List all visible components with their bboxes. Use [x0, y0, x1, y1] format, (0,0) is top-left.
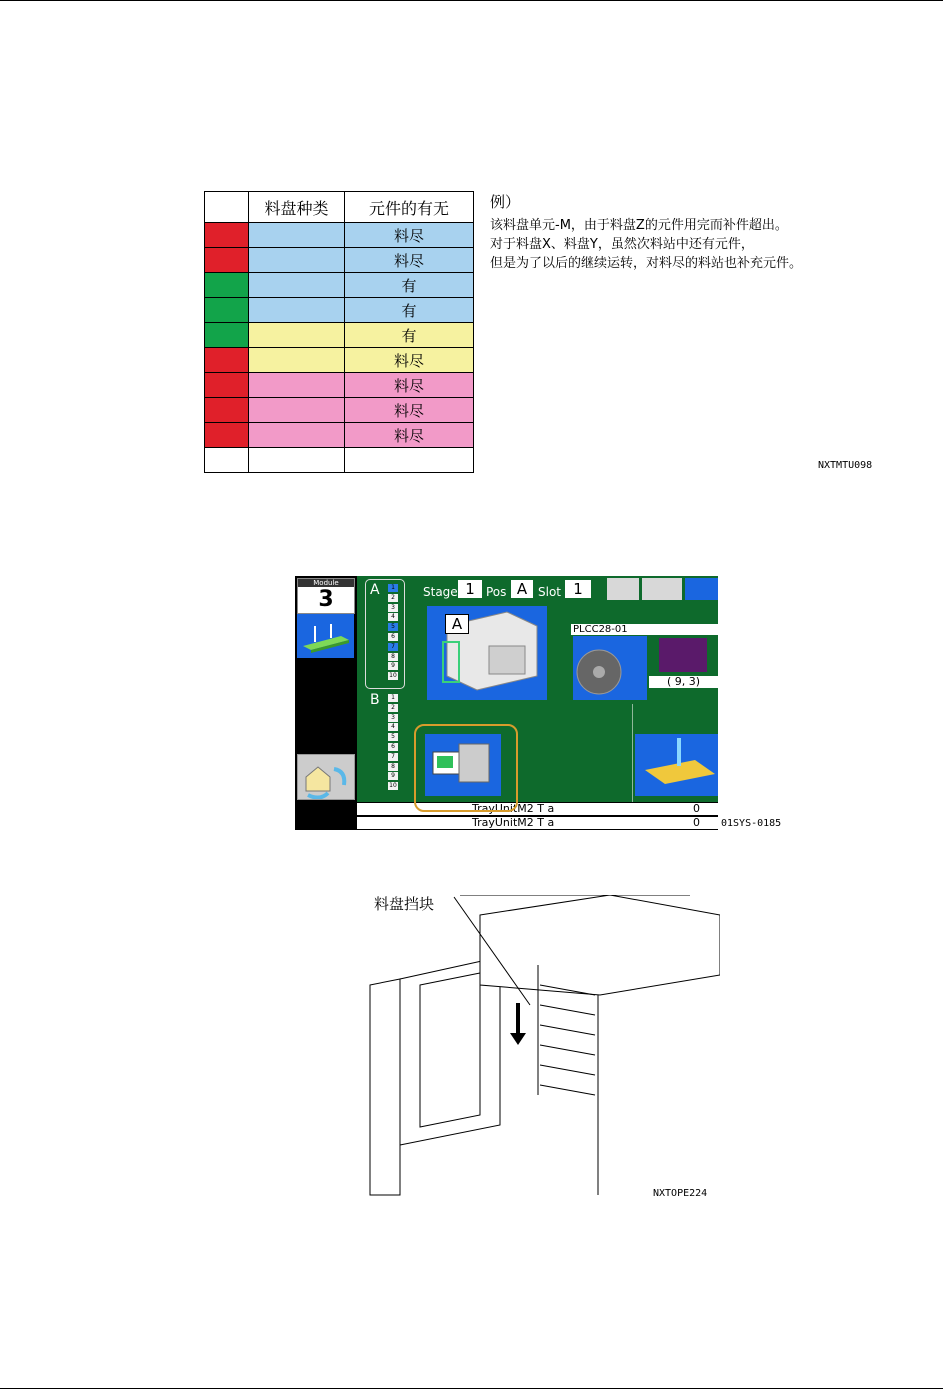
components-cell: 有 — [345, 298, 474, 323]
status-cell — [205, 323, 249, 348]
top-rule — [0, 0, 943, 1]
rack-slot[interactable]: 3 — [388, 604, 398, 612]
rack-slot[interactable]: 4 — [388, 613, 398, 621]
tray-type-cell — [249, 373, 345, 398]
rack-slot[interactable]: 10 — [389, 672, 397, 680]
status-cell — [205, 298, 249, 323]
components-cell: 料尽 — [345, 423, 474, 448]
header-status — [205, 192, 249, 223]
feeder-tab-icon[interactable] — [607, 578, 639, 600]
table-row — [205, 448, 474, 473]
tray-type-cell — [249, 248, 345, 273]
rack-b-label: B — [370, 692, 380, 708]
nozzle-tab-icon[interactable] — [685, 578, 718, 600]
rack-slot[interactable]: 6 — [388, 633, 398, 641]
rack-slot[interactable]: 2 — [388, 594, 398, 602]
status-name: TrayUnitM2 T a — [472, 816, 555, 829]
tray-grid-icon — [659, 638, 707, 672]
reel-icon — [573, 636, 647, 700]
tray-status-table — [204, 191, 474, 473]
table-row — [205, 298, 474, 323]
components-cell: 料尽 — [345, 348, 474, 373]
components-cell: 有 — [345, 323, 474, 348]
status-value: 0 — [693, 802, 700, 815]
stopper-label: 料盘挡块 — [374, 895, 435, 913]
conveyor-icon[interactable] — [297, 614, 354, 658]
components-cell: 料尽 — [345, 373, 474, 398]
status-row — [357, 802, 718, 815]
components-cell: 料尽 — [345, 223, 474, 248]
position-callout: A — [445, 614, 469, 634]
tray-tab-icon[interactable] — [642, 578, 682, 600]
tray-unit-illustration — [360, 895, 720, 1200]
status-cell — [205, 398, 249, 423]
pickup-button[interactable] — [635, 734, 718, 796]
tray-type-cell — [249, 323, 345, 348]
status-name: TrayUnitM2 T a — [472, 802, 555, 815]
rack-slot[interactable]: 9 — [388, 772, 398, 780]
rack-slot[interactable]: 2 — [388, 704, 398, 712]
tray-type-cell — [249, 398, 345, 423]
table-row — [205, 423, 474, 448]
rack-slot[interactable]: 6 — [388, 743, 398, 751]
status-value: 0 — [693, 816, 700, 829]
status-cell — [205, 273, 249, 298]
tray-type-cell — [249, 423, 345, 448]
rack-a-label: A — [370, 582, 380, 598]
components-cell: 料尽 — [345, 398, 474, 423]
note-title: 例） — [490, 193, 521, 211]
module-number: 3 — [318, 587, 334, 612]
note-line: 但是为了以后的继续运转，对料尽的料站也补充元件。 — [490, 256, 803, 271]
figure-code: 01SYS-0185 — [721, 818, 782, 829]
components-cell: 有 — [345, 273, 474, 298]
pos-value[interactable]: A — [511, 580, 533, 598]
rack-slot[interactable]: 7 — [388, 643, 398, 651]
rack-slot[interactable]: 1 — [388, 584, 398, 592]
rack-slot[interactable]: 8 — [388, 653, 398, 661]
status-row — [357, 816, 718, 829]
exchange-button[interactable] — [297, 754, 355, 800]
components-cell — [345, 448, 474, 473]
note-line: 对于料盘X、料盘Y，虽然次料站中还有元件， — [490, 237, 754, 252]
module-indicator — [297, 578, 355, 614]
highlight-frame — [414, 724, 518, 812]
status-cell — [205, 448, 249, 473]
bottom-rule — [0, 1388, 943, 1389]
module-label: Module — [298, 579, 354, 587]
tray-type-cell — [249, 223, 345, 248]
stage-value[interactable]: 1 — [458, 580, 482, 598]
status-cell — [205, 423, 249, 448]
rack-slot[interactable]: 10 — [389, 782, 397, 790]
part-name: PLCC28-01 — [571, 624, 718, 635]
header-components: 元件的有无 — [345, 192, 474, 223]
table-row — [205, 248, 474, 273]
table-row — [205, 273, 474, 298]
slot-label: Slot — [538, 585, 561, 599]
rack-a — [365, 579, 405, 689]
table-row — [205, 223, 474, 248]
pos-label: Pos — [486, 585, 507, 599]
rack-slot[interactable]: 4 — [388, 723, 398, 731]
table-row — [205, 348, 474, 373]
rack-slot[interactable]: 5 — [388, 623, 398, 631]
rack-slot[interactable]: 5 — [388, 733, 398, 741]
tray-type-cell — [249, 298, 345, 323]
note-line: 该料盘单元-M，由于料盘Z的元件用完而补件超出。 — [490, 218, 788, 233]
tray-type-cell — [249, 448, 345, 473]
stage-label: Stage — [423, 585, 458, 599]
status-cell — [205, 223, 249, 248]
rack-slot[interactable]: 9 — [388, 662, 398, 670]
status-cell — [205, 373, 249, 398]
tray-type-cell — [249, 348, 345, 373]
rack-slot[interactable]: 7 — [388, 753, 398, 761]
table-row — [205, 373, 474, 398]
rack-slot[interactable]: 1 — [388, 694, 398, 702]
figure-code: NXTOPE224 — [653, 1188, 708, 1199]
tray-coordinates: ( 9, 3) — [649, 676, 718, 688]
components-cell: 料尽 — [345, 248, 474, 273]
figure-code: NXTMTU098 — [818, 460, 873, 471]
table-row — [205, 323, 474, 348]
table-row — [205, 398, 474, 423]
slot-value[interactable]: 1 — [565, 580, 591, 598]
header-tray-type: 料盘种类 — [249, 192, 345, 223]
rack-slot[interactable]: 8 — [388, 763, 398, 771]
status-cell — [205, 348, 249, 373]
table-header-row — [205, 192, 474, 223]
tray-type-cell — [249, 273, 345, 298]
rack-slot[interactable]: 3 — [388, 714, 398, 722]
status-cell — [205, 248, 249, 273]
